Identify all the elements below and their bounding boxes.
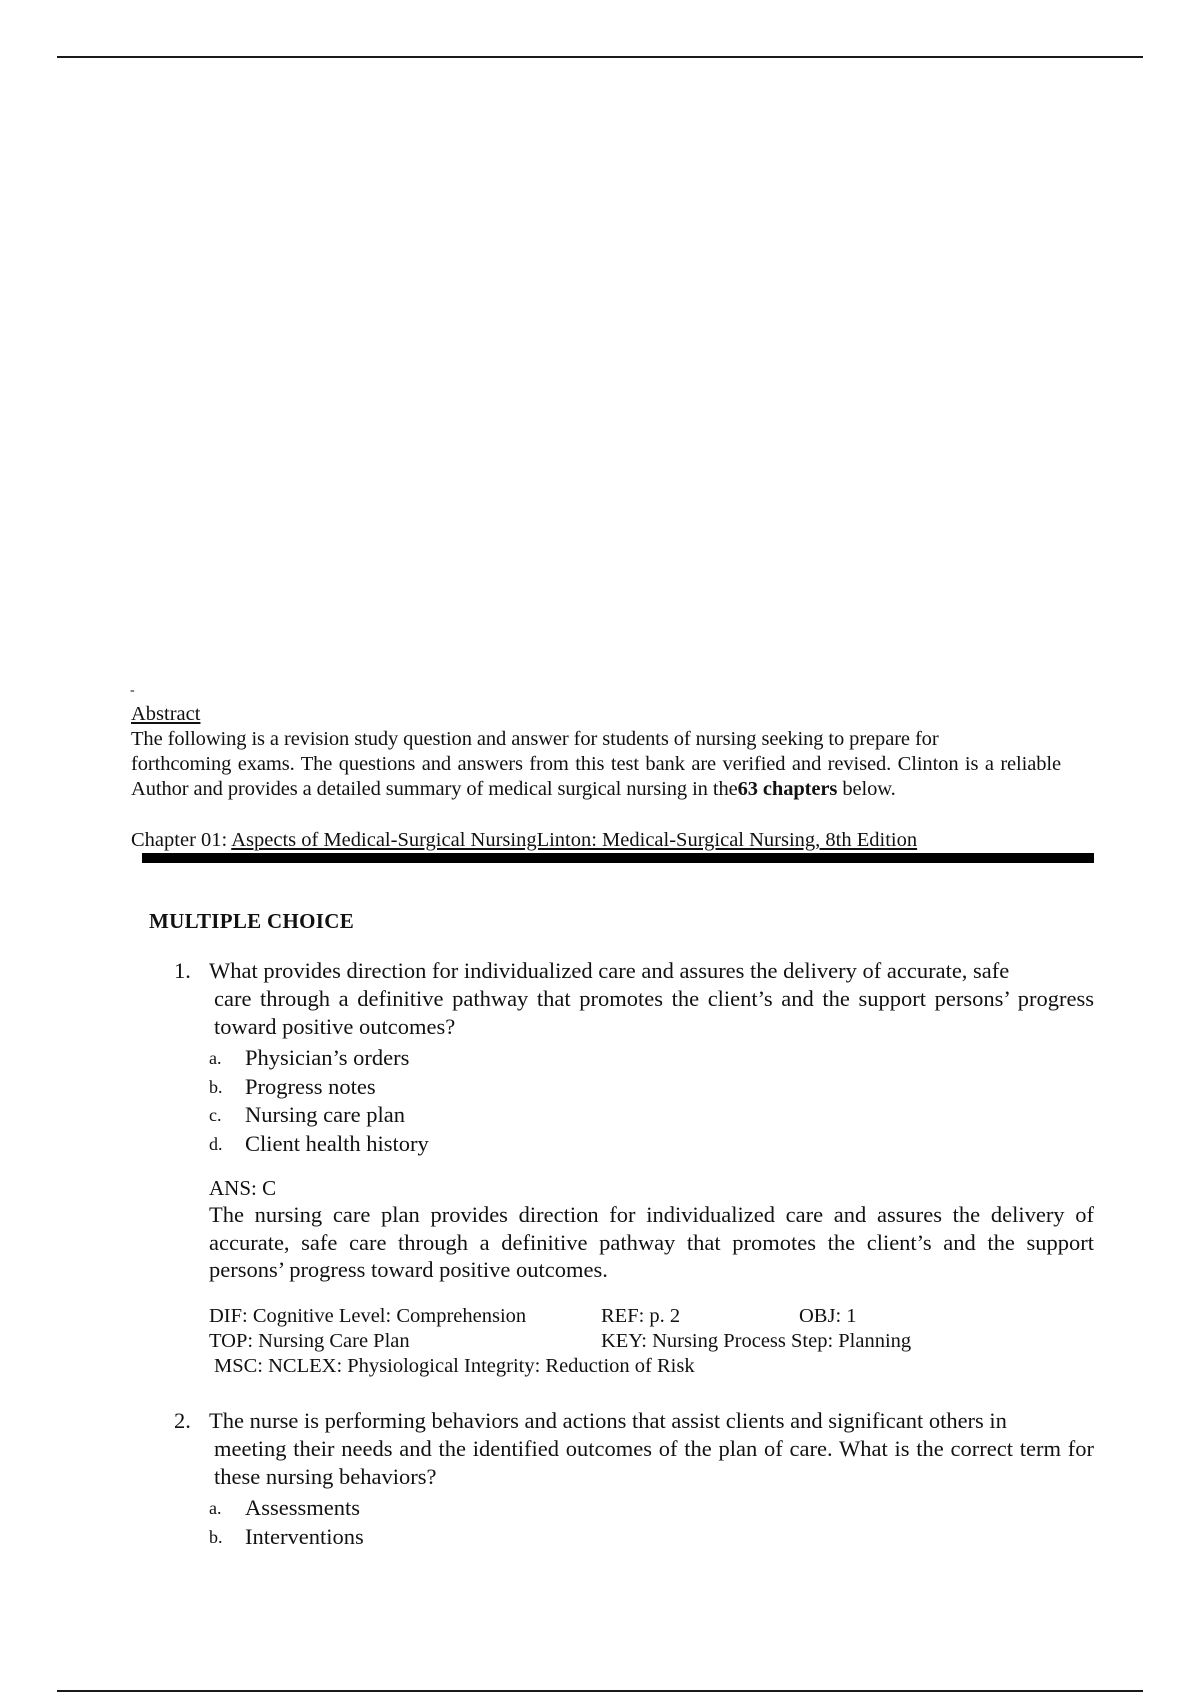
option-letter: d. — [209, 1133, 223, 1154]
option-list — [209, 1044, 1094, 1158]
question-stem — [209, 1407, 1094, 1491]
question-stem-first: What provides direction for individualized care and assures the delivery of accurate, safe — [209, 958, 1010, 983]
question-1 — [174, 957, 1094, 1382]
meta-topic: TOP: Nursing Care Plan — [209, 1329, 410, 1352]
option-text: Client health history — [245, 1130, 429, 1156]
option-letter: b. — [209, 1526, 223, 1547]
chapter-title — [131, 829, 917, 852]
option-letter: c. — [209, 1105, 222, 1125]
option-a — [209, 1494, 1094, 1523]
question-2 — [174, 1407, 1094, 1551]
option-text: Physician’s orders — [245, 1045, 410, 1070]
answer-rationale: The nursing care plan provides direction for individualized care and assures the delivery of accurate, safe care through a definitive pathway that promotes the client’s and the support persons’ progress toward positive outcomes. — [209, 1202, 1094, 1282]
option-list — [209, 1494, 1094, 1551]
option-b — [209, 1523, 1094, 1552]
chapter-prefix: Chapter 01: — [131, 829, 232, 851]
option-a — [209, 1044, 1094, 1073]
option-letter: a. — [209, 1048, 222, 1068]
abstract-heading: Abstract — [131, 703, 201, 725]
answer-key: ANS: C — [209, 1176, 277, 1200]
abstract-body — [131, 727, 1061, 802]
chapter-thick-rule — [142, 853, 1094, 863]
section-heading: MULTIPLE CHOICE — [149, 909, 355, 933]
chapter-source-link[interactable]: Aspects of Medical-Surgical NursingLinton: Medical-Surgical Nursing, 8th Edition — [231, 829, 918, 851]
question-stem-first: The nurse is performing behaviors and actions that assist clients and significant others in — [209, 1408, 1007, 1433]
question-number: 2. — [174, 1408, 191, 1433]
question-stem — [209, 957, 1094, 1041]
option-letter: b. — [209, 1076, 223, 1097]
option-b — [209, 1073, 1094, 1102]
meta-difficulty: DIF: Cognitive Level: Comprehension — [209, 1304, 527, 1327]
option-text: Nursing care plan — [245, 1102, 405, 1127]
meta-objective: OBJ: 1 — [799, 1304, 857, 1327]
option-text: Progress notes — [245, 1073, 376, 1099]
abstract-body-line-1: The following is a revision study question and answer for students of nursing seeking to prepare for — [131, 728, 939, 750]
abstract-body-rest: forthcoming exams. The questions and answers from this test bank are verified and revised. Clinton is a reliable Author and provides a detailed summary of medical surgical nursing in the — [131, 753, 1061, 800]
bottom-page-rule — [57, 1690, 1143, 1692]
question-metadata — [209, 1304, 1069, 1382]
meta-key: KEY: Nursing Process Step: Planning — [601, 1329, 912, 1352]
abstract-section — [131, 702, 1061, 802]
abstract-chapters-count: 63 chapters — [737, 778, 838, 800]
stray-dash: - — [130, 683, 135, 698]
question-number: 1. — [174, 958, 191, 983]
option-c — [209, 1101, 1094, 1130]
meta-msc: MSC: NCLEX: Physiological Integrity: Reduction of Risk — [214, 1354, 695, 1377]
option-letter: a. — [209, 1498, 222, 1518]
question-stem-rest: meeting their needs and the identified outcomes of the plan of care. What is the correct term for these nursing behaviors? — [214, 1436, 1094, 1489]
option-d — [209, 1130, 1094, 1159]
abstract-body-end: below. — [842, 778, 896, 800]
option-text: Interventions — [245, 1523, 364, 1549]
question-stem-rest: care through a definitive pathway that promotes the client’s and the support persons’ progress toward positive outcomes? — [214, 986, 1094, 1039]
top-page-rule — [57, 56, 1143, 58]
meta-reference: REF: p. 2 — [601, 1304, 681, 1327]
option-text: Assessments — [245, 1495, 361, 1520]
